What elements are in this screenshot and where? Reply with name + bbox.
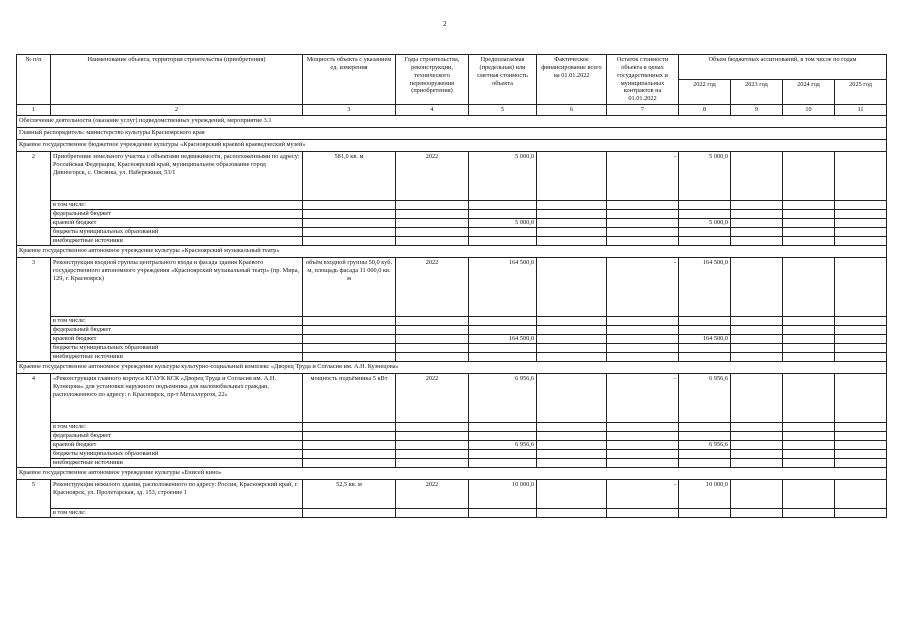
table-cell [537,423,607,432]
table-cell [679,432,731,441]
funding-row [17,335,887,344]
table-cell [835,335,887,344]
header-no: № п/п [17,55,51,105]
funding-label: внебюджетные источники [51,459,303,468]
object-number: 2 [17,152,51,246]
table-cell [303,509,396,518]
object-2022: 5 000,0 [679,152,731,201]
funding-label: внебюджетные источники [51,353,303,362]
table-cell [835,344,887,353]
table-cell [731,317,783,326]
object-2024 [783,374,835,423]
object-actual [537,480,607,509]
table-cell [679,459,731,468]
table-cell [607,317,679,326]
funding-label: в том числе: [51,509,303,518]
table-cell [783,353,835,362]
table-cell [783,432,835,441]
table-cell [731,335,783,344]
header-actual: Фактическое финансирование всего на 01.01.2022 [537,55,607,105]
table-cell [303,237,396,246]
table-cell [303,344,396,353]
table-cell [396,450,469,459]
table-cell [783,317,835,326]
table-cell [469,210,537,219]
table-cell [537,219,607,228]
header-year-2025: 2025 год [835,80,887,105]
object-years: 2022 [396,480,469,509]
table-cell [303,219,396,228]
table-cell [607,326,679,335]
column-number: 1 [17,105,51,116]
table-cell [783,450,835,459]
column-number: 9 [731,105,783,116]
table-row [17,362,887,374]
table-cell [396,228,469,237]
object-description: Реконструкция нежилого здания, расположенного по адресу: Россия, Красноярский край, г. Красноярск, ул. Пролетарская, зд. 153, строение 1 [51,480,303,509]
object-actual [537,374,607,423]
table-cell [537,509,607,518]
table-cell [303,459,396,468]
table-cell [679,509,731,518]
table-cell [679,423,731,432]
table-cell [396,432,469,441]
table-cell [396,210,469,219]
funding-row [17,450,887,459]
column-number: 7 [607,105,679,116]
object-number: 3 [17,258,51,362]
table-cell [679,201,731,210]
table-cell [537,441,607,450]
object-capacity: мощность подъёмника 5 кВт [303,374,396,423]
object-cost: 6 956,6 [469,374,537,423]
table-cell [731,201,783,210]
table-cell [607,219,679,228]
table-cell [679,228,731,237]
table-cell [469,432,537,441]
object-years: 2022 [396,374,469,423]
table-cell [835,326,887,335]
object-2025 [835,152,887,201]
column-number: 6 [537,105,607,116]
institution-name: Краевое государственное автономное учреждение культуры культурно-социальный комплекс «Дворец Труда и Согласия им. А.Н. Кузнецова» [17,362,887,374]
header-year-2022: 2022 год [679,80,731,105]
table-cell [396,335,469,344]
object-2025 [835,258,887,317]
funding-row [17,201,887,210]
object-2023 [731,258,783,317]
table-cell [731,237,783,246]
column-number: 3 [303,105,396,116]
table-cell [607,441,679,450]
table-cell [835,317,887,326]
institution-name: Краевое государственное автономное учреждение культуры «Красноярский музыкальный театр» [17,246,887,258]
funding-label: краевой бюджет [51,219,303,228]
object-cost: 5 000,0 [469,152,537,201]
table-cell [607,210,679,219]
funding-row [17,237,887,246]
table-cell [396,441,469,450]
object-row [17,480,887,509]
funding-row [17,432,887,441]
table-cell [396,353,469,362]
table-cell [679,353,731,362]
table-cell [469,201,537,210]
table-cell [537,432,607,441]
column-numbers-row [17,105,887,116]
table-cell [537,326,607,335]
table-cell [731,459,783,468]
object-2024 [783,152,835,201]
table-cell [396,459,469,468]
funding-2022: 5 000,0 [679,219,731,228]
table-cell [469,459,537,468]
header-name: Наименование объекта, территория строительства (приобретения) [51,55,303,105]
table-cell [537,459,607,468]
table-cell [303,317,396,326]
section-manager: Главный распорядитель: министерство культуры Красноярского края [17,128,887,140]
institution-name: Краевое государственное автономное учреждение культуры «Енисей кино» [17,468,887,480]
table-cell [607,344,679,353]
table-cell [731,344,783,353]
table-cell [835,459,887,468]
object-description: Приобретение земельного участка с объектами недвижимости, расположенными по адресу: Российская Федерация, Красноярский край, муниципальное образование город Дивногорск, с. Овсянка, ул. Набережная, 53/1 [51,152,303,201]
object-2025 [835,480,887,509]
table-row [17,116,887,128]
object-2024 [783,258,835,317]
object-2022: 164 500,0 [679,258,731,317]
funding-cost: 6 956,6 [469,441,537,450]
header-years: Годы строительства, реконструкции, технического перевооружения (приобретения) [396,55,469,105]
table-cell [537,335,607,344]
table-cell [607,201,679,210]
table-row [17,246,887,258]
funding-label: федеральный бюджет [51,326,303,335]
object-remaining: - [607,374,679,423]
column-number: 2 [51,105,303,116]
table-cell [396,317,469,326]
table-cell [679,326,731,335]
object-number: 4 [17,374,51,468]
object-2024 [783,480,835,509]
table-cell [469,509,537,518]
table-cell [835,423,887,432]
object-description: Реконструкция входной группы центрального входа и фасада здания Краевого государственного автономного учреждения «Красноярский музыкальный театр» (пр. Мира, 129, г. Красноярск) [51,258,303,317]
table-cell [537,450,607,459]
table-cell [835,237,887,246]
funding-label: в том числе: [51,423,303,432]
table-cell [607,509,679,518]
table-cell [835,353,887,362]
table-cell [731,326,783,335]
table-cell [607,459,679,468]
column-number: 4 [396,105,469,116]
table-cell [783,344,835,353]
table-cell [731,219,783,228]
object-cost: 164 500,0 [469,258,537,317]
object-2023 [731,374,783,423]
funding-2022: 164 500,0 [679,335,731,344]
section-activity: Обеспечение деятельности (оказание услуг) подведомственных учреждений, мероприятие 3.1 [17,116,887,128]
table-cell [679,210,731,219]
funding-label: в том числе: [51,201,303,210]
table-cell [303,228,396,237]
institution-name: Краевое государственное бюджетное учреждение культуры «Красноярский краевой краеведческий музей» [17,140,887,152]
funding-label: бюджеты муниципальных образований [51,228,303,237]
table-cell [303,441,396,450]
funding-2022: 6 956,6 [679,441,731,450]
table-cell [731,228,783,237]
table-cell [303,201,396,210]
table-cell [303,335,396,344]
table-row [17,468,887,480]
table-cell [469,423,537,432]
object-row [17,152,887,201]
table-cell [537,237,607,246]
table-cell [396,344,469,353]
funding-cost: 5 000,0 [469,219,537,228]
funding-label: федеральный бюджет [51,210,303,219]
table-cell [396,201,469,210]
table-cell [835,219,887,228]
funding-label: краевой бюджет [51,441,303,450]
table-cell [607,450,679,459]
table-cell [835,201,887,210]
funding-label: краевой бюджет [51,335,303,344]
header-remaining: Остаток стоимости объекта в ценах государственных и муниципальных контрактов на 01.01.2022 [607,55,679,105]
table-row [17,140,887,152]
table-cell [783,326,835,335]
object-2025 [835,374,887,423]
object-number: 5 [17,480,51,518]
table-cell [396,509,469,518]
table-cell [783,228,835,237]
object-row [17,258,887,317]
table-cell [469,353,537,362]
table-cell [469,450,537,459]
funding-label: бюджеты муниципальных образований [51,344,303,353]
object-2022: 6 956,6 [679,374,731,423]
table-cell [396,237,469,246]
table-cell [303,432,396,441]
funding-label: в том числе: [51,317,303,326]
header-budget: Объем бюджетных ассигнований, в том числе по годам [679,55,887,80]
table-cell [303,423,396,432]
funding-row [17,423,887,432]
object-remaining: - [607,152,679,201]
table-cell [783,441,835,450]
object-cost: 10 000,0 [469,480,537,509]
table-cell [835,432,887,441]
funding-label: внебюджетные источники [51,237,303,246]
object-2022: 10 000,0 [679,480,731,509]
object-2023 [731,152,783,201]
table-cell [607,353,679,362]
page-number: 2 [443,20,447,28]
table-cell [731,441,783,450]
table-cell [679,237,731,246]
column-number: 8 [679,105,731,116]
table-cell [835,441,887,450]
table-cell [537,201,607,210]
table-cell [396,326,469,335]
table-cell [731,353,783,362]
object-remaining: - [607,480,679,509]
column-number: 10 [783,105,835,116]
table-cell [835,509,887,518]
funding-row [17,326,887,335]
table-cell [783,459,835,468]
header-cost: Предполагаемая (предельная) или сметная стоимость объекта [469,55,537,105]
table-cell [537,317,607,326]
table-cell [607,228,679,237]
object-description: «Реконструкция главного корпуса КГАУК КСК «Дворец Труда и Согласия им. А.Н. Кузнецова» для установки наружного подъемника для маломобильных граждан, расположенного по адресу: г. Красноярск, пр-т Металлургов, 22» [51,374,303,423]
table-cell [731,509,783,518]
object-capacity: объём входной группы 50,0 куб. м, площадь фасада 11 000,0 кв. м [303,258,396,317]
funding-row [17,210,887,219]
table-cell [303,353,396,362]
funding-row [17,441,887,450]
table-cell [607,423,679,432]
table-row [17,128,887,140]
object-capacity: 581,0 кв. м [303,152,396,201]
object-actual [537,258,607,317]
table-cell [607,237,679,246]
object-remaining: - [607,258,679,317]
table-cell [783,509,835,518]
funding-cost: 164 500,0 [469,335,537,344]
table-cell [679,344,731,353]
table-cell [537,353,607,362]
table-cell [607,432,679,441]
header-year-2024: 2024 год [783,80,835,105]
funding-row [17,459,887,468]
table-cell [303,326,396,335]
funding-row [17,219,887,228]
header-year-2023: 2023 год [731,80,783,105]
funding-row [17,228,887,237]
table-cell [396,219,469,228]
table-cell [303,210,396,219]
table-cell [731,210,783,219]
table-cell [607,335,679,344]
table-header-row [17,55,887,80]
table-cell [469,344,537,353]
funding-row [17,509,887,518]
table-cell [469,228,537,237]
funding-row [17,344,887,353]
object-actual [537,152,607,201]
table-cell [783,210,835,219]
table-cell [731,432,783,441]
table-cell [537,344,607,353]
table-cell [783,237,835,246]
table-cell [537,210,607,219]
object-row [17,374,887,423]
object-capacity: 52,5 кв. м [303,480,396,509]
table-cell [679,450,731,459]
funding-label: федеральный бюджет [51,432,303,441]
table-cell [469,326,537,335]
funding-label: бюджеты муниципальных образований [51,450,303,459]
object-years: 2022 [396,258,469,317]
table-cell [731,423,783,432]
table-cell [783,219,835,228]
table-cell [303,450,396,459]
header-capacity: Мощность объекта с указанием ед. измерения [303,55,396,105]
table-cell [783,335,835,344]
object-2023 [731,480,783,509]
table-cell [396,423,469,432]
table-cell [783,201,835,210]
table-cell [679,317,731,326]
table-cell [469,237,537,246]
table-cell [835,228,887,237]
table-cell [835,210,887,219]
table-cell [731,450,783,459]
table-cell [835,450,887,459]
column-number: 5 [469,105,537,116]
table-cell [469,317,537,326]
object-years: 2022 [396,152,469,201]
table-cell [783,423,835,432]
funding-row [17,353,887,362]
column-number: 11 [835,105,887,116]
budget-objects-table [16,54,887,518]
funding-row [17,317,887,326]
table-cell [537,228,607,237]
